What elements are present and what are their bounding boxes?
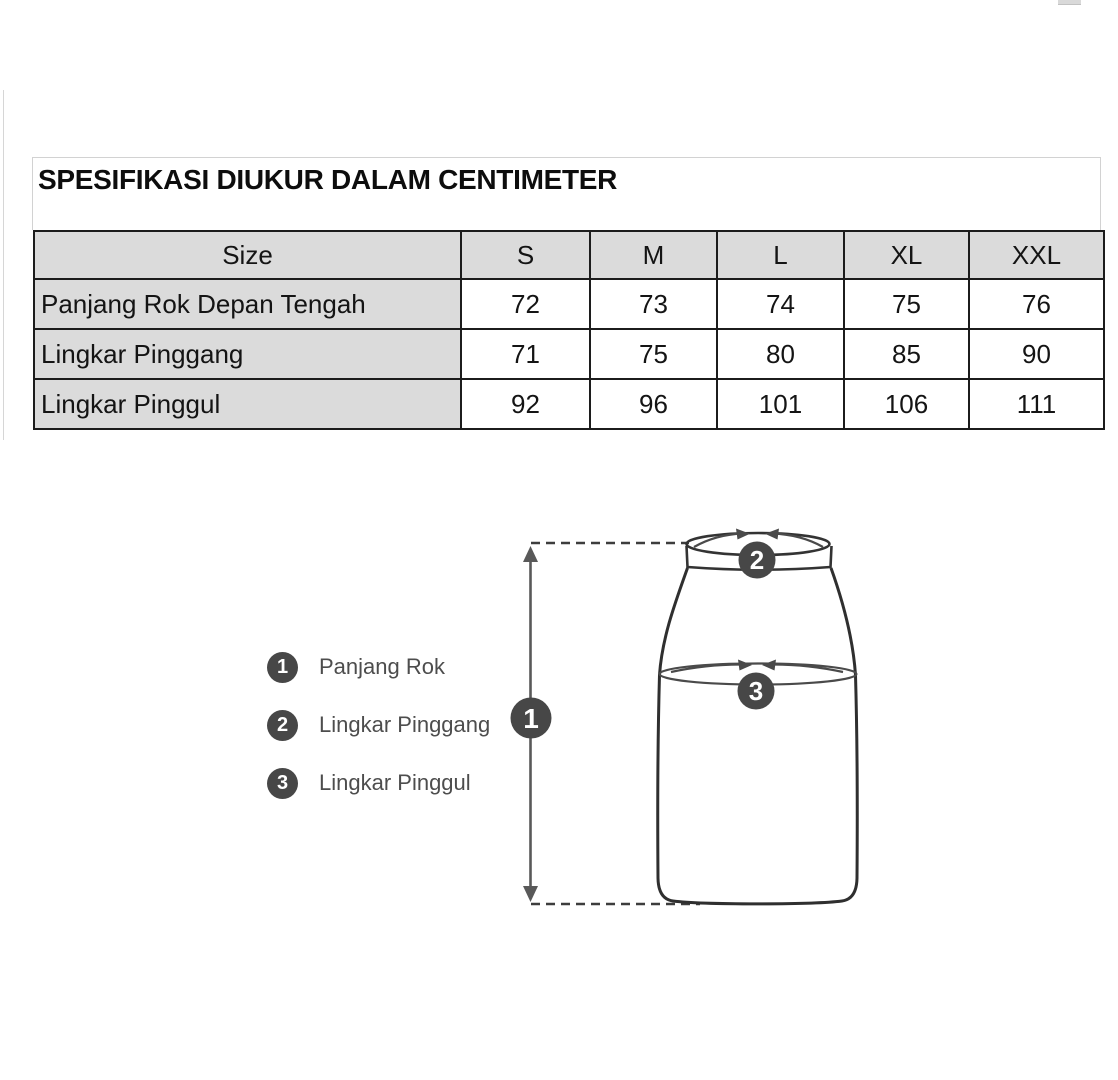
table-cell: 111 (969, 379, 1104, 429)
skirt-measurement-diagram (505, 520, 895, 920)
table-cell: 75 (590, 329, 717, 379)
table-row-lingkar-pinggang (34, 329, 1104, 379)
measurement-legend (267, 651, 490, 799)
col-header-l: L (717, 231, 844, 279)
legend-number-badge: 1 (267, 652, 298, 683)
col-header-xxl: XXL (969, 231, 1104, 279)
table-header-row (34, 231, 1104, 279)
arrow-down-icon (523, 886, 538, 902)
table-cell: 96 (590, 379, 717, 429)
table-cell: 75 (844, 279, 969, 329)
legend-number-badge: 3 (267, 768, 298, 799)
row-label: Panjang Rok Depan Tengah (34, 279, 461, 329)
top-right-scrollbar-fragment (1058, 0, 1081, 5)
legend-label: Lingkar Pinggul (319, 770, 471, 795)
legend-item-lingkar-pinggang (267, 709, 490, 741)
table-cell: 101 (717, 379, 844, 429)
legend-item-lingkar-pinggul (267, 767, 490, 799)
marker-1-number: 1 (523, 703, 539, 734)
size-table (33, 230, 1105, 430)
table-cell: 72 (461, 279, 590, 329)
table-cell: 106 (844, 379, 969, 429)
table-cell: 92 (461, 379, 590, 429)
table-cell: 80 (717, 329, 844, 379)
marker-2-number: 2 (749, 545, 765, 575)
table-cell: 73 (590, 279, 717, 329)
marker-3-number: 3 (748, 676, 764, 706)
col-header-m: M (590, 231, 717, 279)
table-cell: 71 (461, 329, 590, 379)
table-cell: 74 (717, 279, 844, 329)
table-cell: 90 (969, 329, 1104, 379)
left-edge-line (3, 90, 4, 440)
table-cell: 76 (969, 279, 1104, 329)
arrow-up-icon (523, 546, 538, 562)
col-header-s: S (461, 231, 590, 279)
col-header-xl: XL (844, 231, 969, 279)
row-label: Lingkar Pinggul (34, 379, 461, 429)
hip-arrow-right-head-icon (762, 660, 776, 671)
legend-number-badge: 2 (267, 710, 298, 741)
table-row-panjang-rok (34, 279, 1104, 329)
table-row-lingkar-pinggul (34, 379, 1104, 429)
legend-item-panjang-rok (267, 651, 490, 683)
spec-title: SPESIFIKASI DIUKUR DALAM CENTIMETER (38, 164, 618, 195)
waist-arrow-left-head-icon (736, 529, 750, 540)
skirt-outline (658, 568, 858, 904)
legend-label: Lingkar Pinggang (319, 712, 491, 737)
hip-arrow-left-head-icon (738, 660, 752, 671)
col-header-size: Size (34, 231, 461, 279)
table-cell: 85 (844, 329, 969, 379)
waist-arrow-right-head-icon (765, 529, 779, 540)
legend-label: Panjang Rok (319, 654, 445, 679)
row-label: Lingkar Pinggang (34, 329, 461, 379)
spec-title-box (32, 157, 1101, 230)
